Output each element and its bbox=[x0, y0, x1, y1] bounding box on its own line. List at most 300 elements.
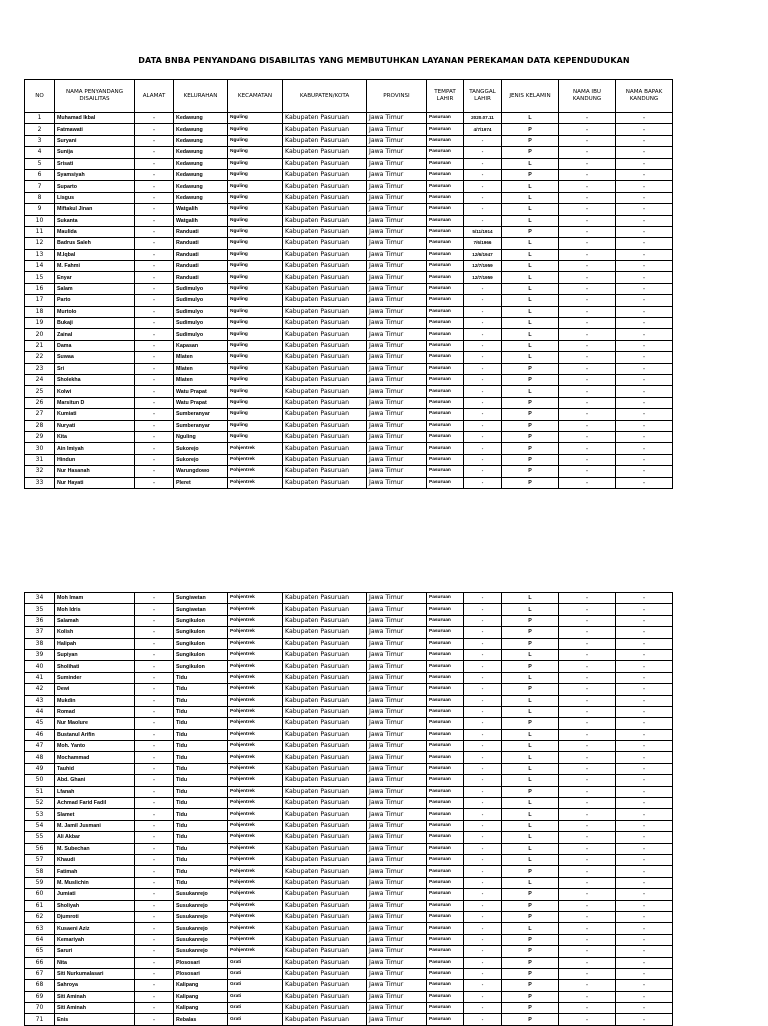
cell-kabupaten: Kabupaten Pasuruan bbox=[283, 627, 367, 638]
cell-kabupaten: Kabupaten Pasuruan bbox=[283, 181, 367, 192]
cell-no: 49 bbox=[25, 763, 55, 774]
cell-provinsi: Jawa Timur bbox=[367, 454, 427, 465]
table-row bbox=[25, 295, 673, 306]
cell-provinsi: Jawa Timur bbox=[367, 843, 427, 854]
cell-kabupaten: Kabupaten Pasuruan bbox=[283, 477, 367, 488]
cell-tanggal-lahir: - bbox=[464, 741, 502, 752]
cell-nama: M.Iqbal bbox=[55, 249, 135, 260]
cell-no: 15 bbox=[25, 272, 55, 283]
cell-kabupaten: Kabupaten Pasuruan bbox=[283, 318, 367, 329]
cell-provinsi: Jawa Timur bbox=[367, 215, 427, 226]
cell-kelurahan: Tidu bbox=[174, 672, 228, 683]
cell-nama: Nita bbox=[55, 957, 135, 968]
header-kabupaten: KABUPATEN/KOTA bbox=[283, 80, 367, 113]
cell-tempat-lahir: Pasuruan bbox=[427, 249, 464, 260]
cell-tanggal-lahir: 12/7/1959 bbox=[464, 261, 502, 272]
cell-no: 53 bbox=[25, 809, 55, 820]
cell-nama-bapak: - bbox=[616, 261, 673, 272]
cell-kelurahan: Kedawung bbox=[174, 113, 228, 124]
cell-kelurahan: Tidu bbox=[174, 798, 228, 809]
table-row bbox=[25, 226, 673, 237]
cell-no: 59 bbox=[25, 877, 55, 888]
cell-kabupaten: Kabupaten Pasuruan bbox=[283, 820, 367, 831]
cell-kelurahan: Pleret bbox=[174, 477, 228, 488]
cell-tempat-lahir: Pasuruan bbox=[427, 946, 464, 957]
cell-kabupaten: Kabupaten Pasuruan bbox=[283, 706, 367, 717]
cell-tanggal-lahir: - bbox=[464, 968, 502, 979]
cell-kecamatan: Nguling bbox=[228, 397, 283, 408]
cell-tempat-lahir: Pasuruan bbox=[427, 741, 464, 752]
cell-provinsi: Jawa Timur bbox=[367, 261, 427, 272]
cell-alamat: - bbox=[135, 295, 174, 306]
cell-no: 27 bbox=[25, 409, 55, 420]
cell-kelurahan: Kedawung bbox=[174, 192, 228, 203]
cell-tempat-lahir: Pasuruan bbox=[427, 991, 464, 1002]
cell-provinsi: Jawa Timur bbox=[367, 306, 427, 317]
table-row bbox=[25, 238, 673, 249]
cell-nama: Moh. Yanto bbox=[55, 741, 135, 752]
cell-kecamatan: Pohjentrek bbox=[228, 638, 283, 649]
table-row bbox=[25, 249, 673, 260]
cell-tempat-lahir: Pasuruan bbox=[427, 866, 464, 877]
cell-kelurahan: Susukanrejo bbox=[174, 946, 228, 957]
cell-nama-ibu: - bbox=[559, 832, 616, 843]
cell-alamat: - bbox=[135, 604, 174, 615]
table-row bbox=[25, 866, 673, 877]
cell-provinsi: Jawa Timur bbox=[367, 593, 427, 604]
cell-nama-bapak: - bbox=[616, 135, 673, 146]
cell-nama-bapak: - bbox=[616, 283, 673, 294]
table-row bbox=[25, 991, 673, 1002]
cell-tanggal-lahir: - bbox=[464, 798, 502, 809]
header-no: NO bbox=[25, 80, 55, 113]
table-row bbox=[25, 684, 673, 695]
cell-tanggal-lahir: - bbox=[464, 318, 502, 329]
cell-kabupaten: Kabupaten Pasuruan bbox=[283, 158, 367, 169]
cell-jenis-kelamin: P bbox=[502, 957, 559, 968]
cell-tempat-lahir: Pasuruan bbox=[427, 604, 464, 615]
cell-provinsi: Jawa Timur bbox=[367, 443, 427, 454]
cell-kelurahan: Susukanrejo bbox=[174, 889, 228, 900]
cell-nama-ibu: - bbox=[559, 261, 616, 272]
cell-kecamatan: Grati bbox=[228, 1003, 283, 1014]
cell-provinsi: Jawa Timur bbox=[367, 866, 427, 877]
cell-nama-ibu: - bbox=[559, 124, 616, 135]
table-row bbox=[25, 695, 673, 706]
cell-no: 30 bbox=[25, 443, 55, 454]
cell-nama-ibu: - bbox=[559, 968, 616, 979]
cell-nama: Bustanul Arifin bbox=[55, 729, 135, 740]
cell-no: 51 bbox=[25, 786, 55, 797]
cell-no: 44 bbox=[25, 706, 55, 717]
cell-nama-ibu: - bbox=[559, 763, 616, 774]
cell-jenis-kelamin: P bbox=[502, 169, 559, 180]
cell-no: 14 bbox=[25, 261, 55, 272]
cell-kabupaten: Kabupaten Pasuruan bbox=[283, 386, 367, 397]
cell-nama-ibu: - bbox=[559, 306, 616, 317]
cell-tempat-lahir: Pasuruan bbox=[427, 877, 464, 888]
cell-nama: Jumiati bbox=[55, 889, 135, 900]
cell-provinsi: Jawa Timur bbox=[367, 854, 427, 865]
cell-no: 43 bbox=[25, 695, 55, 706]
cell-no: 48 bbox=[25, 752, 55, 763]
cell-kelurahan: Mlaten bbox=[174, 374, 228, 385]
cell-nama-bapak: - bbox=[616, 374, 673, 385]
table-row bbox=[25, 374, 673, 385]
cell-jenis-kelamin: P bbox=[502, 934, 559, 945]
cell-no: 37 bbox=[25, 627, 55, 638]
cell-tempat-lahir: Pasuruan bbox=[427, 911, 464, 922]
cell-kelurahan: Kedawung bbox=[174, 135, 228, 146]
cell-nama-ibu: - bbox=[559, 877, 616, 888]
cell-jenis-kelamin: P bbox=[502, 638, 559, 649]
cell-jenis-kelamin: P bbox=[502, 661, 559, 672]
cell-provinsi: Jawa Timur bbox=[367, 135, 427, 146]
cell-nama-ibu: - bbox=[559, 820, 616, 831]
cell-jenis-kelamin: L bbox=[502, 775, 559, 786]
cell-no: 28 bbox=[25, 420, 55, 431]
cell-tanggal-lahir: 12/6/1947 bbox=[464, 249, 502, 260]
cell-nama-bapak: - bbox=[616, 695, 673, 706]
header-provinsi: PROVINSI bbox=[367, 80, 427, 113]
table-row bbox=[25, 477, 673, 488]
cell-tanggal-lahir: - bbox=[464, 147, 502, 158]
table-row bbox=[25, 329, 673, 340]
table-row bbox=[25, 706, 673, 717]
cell-kelurahan: Tidu bbox=[174, 695, 228, 706]
cell-jenis-kelamin: P bbox=[502, 147, 559, 158]
cell-jenis-kelamin: P bbox=[502, 420, 559, 431]
cell-kelurahan: Kedawung bbox=[174, 147, 228, 158]
cell-provinsi: Jawa Timur bbox=[367, 147, 427, 158]
cell-provinsi: Jawa Timur bbox=[367, 283, 427, 294]
cell-jenis-kelamin: L bbox=[502, 181, 559, 192]
cell-kelurahan: Rebalas bbox=[174, 1014, 228, 1025]
cell-nama-ibu: - bbox=[559, 192, 616, 203]
cell-nama: Sunija bbox=[55, 147, 135, 158]
cell-jenis-kelamin: P bbox=[502, 615, 559, 626]
cell-nama-bapak: - bbox=[616, 843, 673, 854]
cell-nama-bapak: - bbox=[616, 627, 673, 638]
cell-tanggal-lahir: - bbox=[464, 695, 502, 706]
cell-kabupaten: Kabupaten Pasuruan bbox=[283, 615, 367, 626]
cell-kelurahan: Watu Prapat bbox=[174, 397, 228, 408]
table-row bbox=[25, 466, 673, 477]
cell-nama-bapak: - bbox=[616, 1003, 673, 1014]
cell-no: 39 bbox=[25, 649, 55, 660]
table-row bbox=[25, 604, 673, 615]
table-row bbox=[25, 1003, 673, 1014]
cell-jenis-kelamin: P bbox=[502, 900, 559, 911]
cell-nama-bapak: - bbox=[616, 249, 673, 260]
cell-kabupaten: Kabupaten Pasuruan bbox=[283, 763, 367, 774]
table-row bbox=[25, 775, 673, 786]
cell-no: 21 bbox=[25, 340, 55, 351]
table-row bbox=[25, 729, 673, 740]
cell-nama-ibu: - bbox=[559, 809, 616, 820]
cell-no: 71 bbox=[25, 1014, 55, 1025]
cell-kecamatan: Pohjentrek bbox=[228, 911, 283, 922]
cell-kecamatan: Nguling bbox=[228, 318, 283, 329]
cell-nama-bapak: - bbox=[616, 443, 673, 454]
cell-kecamatan: Nguling bbox=[228, 431, 283, 442]
cell-kelurahan: Mlaten bbox=[174, 352, 228, 363]
cell-provinsi: Jawa Timur bbox=[367, 832, 427, 843]
cell-kecamatan: Pohjentrek bbox=[228, 877, 283, 888]
cell-no: 42 bbox=[25, 684, 55, 695]
cell-no: 6 bbox=[25, 169, 55, 180]
cell-nama-bapak: - bbox=[616, 340, 673, 351]
table-row bbox=[25, 649, 673, 660]
cell-nama-bapak: - bbox=[616, 649, 673, 660]
cell-nama: Miftakul Jinan bbox=[55, 204, 135, 215]
table-row bbox=[25, 820, 673, 831]
cell-kelurahan: Sumberanyar bbox=[174, 409, 228, 420]
cell-tanggal-lahir: 2020.07.11 bbox=[464, 113, 502, 124]
cell-kecamatan: Nguling bbox=[228, 147, 283, 158]
cell-tanggal-lahir: - bbox=[464, 934, 502, 945]
cell-alamat: - bbox=[135, 900, 174, 911]
cell-alamat: - bbox=[135, 593, 174, 604]
cell-tempat-lahir: Pasuruan bbox=[427, 113, 464, 124]
cell-provinsi: Jawa Timur bbox=[367, 911, 427, 922]
cell-alamat: - bbox=[135, 809, 174, 820]
cell-kelurahan: Tidu bbox=[174, 843, 228, 854]
cell-provinsi: Jawa Timur bbox=[367, 684, 427, 695]
cell-tempat-lahir: Pasuruan bbox=[427, 124, 464, 135]
cell-nama-ibu: - bbox=[559, 718, 616, 729]
cell-alamat: - bbox=[135, 980, 174, 991]
cell-tanggal-lahir: - bbox=[464, 204, 502, 215]
cell-tanggal-lahir: - bbox=[464, 466, 502, 477]
cell-nama-bapak: - bbox=[616, 786, 673, 797]
cell-kabupaten: Kabupaten Pasuruan bbox=[283, 854, 367, 865]
cell-jenis-kelamin: L bbox=[502, 238, 559, 249]
cell-nama-bapak: - bbox=[616, 477, 673, 488]
cell-jenis-kelamin: P bbox=[502, 454, 559, 465]
cell-nama: Abd. Ghani bbox=[55, 775, 135, 786]
cell-alamat: - bbox=[135, 420, 174, 431]
cell-no: 19 bbox=[25, 318, 55, 329]
cell-nama: Sholihati bbox=[55, 661, 135, 672]
cell-nama-ibu: - bbox=[559, 329, 616, 340]
cell-jenis-kelamin: L bbox=[502, 820, 559, 831]
cell-nama: Parto bbox=[55, 295, 135, 306]
cell-kecamatan: Pohjentrek bbox=[228, 684, 283, 695]
cell-kabupaten: Kabupaten Pasuruan bbox=[283, 295, 367, 306]
cell-kabupaten: Kabupaten Pasuruan bbox=[283, 454, 367, 465]
cell-alamat: - bbox=[135, 832, 174, 843]
cell-nama-bapak: - bbox=[616, 809, 673, 820]
cell-nama-bapak: - bbox=[616, 798, 673, 809]
cell-jenis-kelamin: L bbox=[502, 204, 559, 215]
cell-tempat-lahir: Pasuruan bbox=[427, 900, 464, 911]
cell-nama-bapak: - bbox=[616, 968, 673, 979]
cell-jenis-kelamin: L bbox=[502, 604, 559, 615]
cell-tanggal-lahir: - bbox=[464, 1014, 502, 1025]
cell-kabupaten: Kabupaten Pasuruan bbox=[283, 215, 367, 226]
cell-tempat-lahir: Pasuruan bbox=[427, 204, 464, 215]
cell-tempat-lahir: Pasuruan bbox=[427, 1003, 464, 1014]
cell-tempat-lahir: Pasuruan bbox=[427, 809, 464, 820]
cell-alamat: - bbox=[135, 627, 174, 638]
cell-nama-bapak: - bbox=[616, 204, 673, 215]
cell-no: 50 bbox=[25, 775, 55, 786]
cell-nama: Ain Imiyah bbox=[55, 443, 135, 454]
cell-jenis-kelamin: P bbox=[502, 889, 559, 900]
cell-kecamatan: Nguling bbox=[228, 386, 283, 397]
cell-kabupaten: Kabupaten Pasuruan bbox=[283, 729, 367, 740]
cell-kelurahan: Sukorejo bbox=[174, 454, 228, 465]
cell-jenis-kelamin: P bbox=[502, 627, 559, 638]
cell-nama-ibu: - bbox=[559, 1003, 616, 1014]
cell-tanggal-lahir: - bbox=[464, 752, 502, 763]
header-nama-bapak: NAMA BAPAK KANDUNG bbox=[616, 80, 673, 113]
table-row bbox=[25, 204, 673, 215]
cell-tanggal-lahir: - bbox=[464, 340, 502, 351]
cell-jenis-kelamin: P bbox=[502, 466, 559, 477]
cell-provinsi: Jawa Timur bbox=[367, 763, 427, 774]
header-nama-ibu: NAMA IBU KANDUNG bbox=[559, 80, 616, 113]
cell-no: 58 bbox=[25, 866, 55, 877]
cell-tempat-lahir: Pasuruan bbox=[427, 477, 464, 488]
cell-kecamatan: Nguling bbox=[228, 306, 283, 317]
cell-nama: Sahroya bbox=[55, 980, 135, 991]
cell-kecamatan: Nguling bbox=[228, 158, 283, 169]
cell-kelurahan: Sungiwetan bbox=[174, 604, 228, 615]
cell-no: 35 bbox=[25, 604, 55, 615]
cell-kecamatan: Pohjentrek bbox=[228, 466, 283, 477]
cell-provinsi: Jawa Timur bbox=[367, 980, 427, 991]
cell-tanggal-lahir: - bbox=[464, 386, 502, 397]
cell-tempat-lahir: Pasuruan bbox=[427, 454, 464, 465]
cell-no: 64 bbox=[25, 934, 55, 945]
header-nama: NAMA PENYANDANG DISAILITAS bbox=[55, 80, 135, 113]
cell-tanggal-lahir: 12/7/1959 bbox=[464, 272, 502, 283]
cell-kelurahan: Mlaten bbox=[174, 363, 228, 374]
cell-no: 25 bbox=[25, 386, 55, 397]
cell-kelurahan: Sudimulyo bbox=[174, 329, 228, 340]
cell-provinsi: Jawa Timur bbox=[367, 318, 427, 329]
cell-tanggal-lahir: - bbox=[464, 900, 502, 911]
cell-kelurahan: Plososari bbox=[174, 968, 228, 979]
cell-nama: Kusaeni Aziz bbox=[55, 923, 135, 934]
cell-nama-bapak: - bbox=[616, 226, 673, 237]
cell-nama-bapak: - bbox=[616, 329, 673, 340]
cell-tanggal-lahir: - bbox=[464, 911, 502, 922]
cell-tempat-lahir: Pasuruan bbox=[427, 627, 464, 638]
cell-kelurahan: Tidu bbox=[174, 684, 228, 695]
cell-kelurahan: Kedawung bbox=[174, 169, 228, 180]
cell-nama: Sholekha bbox=[55, 374, 135, 385]
cell-no: 61 bbox=[25, 900, 55, 911]
table-row bbox=[25, 215, 673, 226]
cell-tempat-lahir: Pasuruan bbox=[427, 295, 464, 306]
cell-kecamatan: Pohjentrek bbox=[228, 820, 283, 831]
table-row bbox=[25, 386, 673, 397]
cell-nama-ibu: - bbox=[559, 283, 616, 294]
cell-tempat-lahir: Pasuruan bbox=[427, 318, 464, 329]
cell-kecamatan: Pohjentrek bbox=[228, 775, 283, 786]
cell-jenis-kelamin: P bbox=[502, 991, 559, 1002]
table-row bbox=[25, 889, 673, 900]
cell-tanggal-lahir: - bbox=[464, 843, 502, 854]
cell-nama-bapak: - bbox=[616, 923, 673, 934]
cell-alamat: - bbox=[135, 477, 174, 488]
cell-kelurahan: Tidu bbox=[174, 820, 228, 831]
cell-nama: M. Jamil Jusmani bbox=[55, 820, 135, 831]
cell-alamat: - bbox=[135, 706, 174, 717]
cell-jenis-kelamin: P bbox=[502, 124, 559, 135]
table-row bbox=[25, 283, 673, 294]
cell-nama-bapak: - bbox=[616, 946, 673, 957]
cell-nama: Mukdin bbox=[55, 695, 135, 706]
cell-alamat: - bbox=[135, 889, 174, 900]
cell-kabupaten: Kabupaten Pasuruan bbox=[283, 431, 367, 442]
cell-provinsi: Jawa Timur bbox=[367, 238, 427, 249]
cell-jenis-kelamin: P bbox=[502, 226, 559, 237]
cell-no: 9 bbox=[25, 204, 55, 215]
cell-tempat-lahir: Pasuruan bbox=[427, 672, 464, 683]
table-row bbox=[25, 158, 673, 169]
cell-kelurahan: Watgalih bbox=[174, 204, 228, 215]
cell-jenis-kelamin: L bbox=[502, 295, 559, 306]
cell-tempat-lahir: Pasuruan bbox=[427, 169, 464, 180]
cell-provinsi: Jawa Timur bbox=[367, 466, 427, 477]
cell-alamat: - bbox=[135, 363, 174, 374]
cell-tanggal-lahir: - bbox=[464, 615, 502, 626]
cell-jenis-kelamin: P bbox=[502, 363, 559, 374]
cell-nama: Nur Hayati bbox=[55, 477, 135, 488]
cell-jenis-kelamin: L bbox=[502, 741, 559, 752]
cell-kabupaten: Kabupaten Pasuruan bbox=[283, 466, 367, 477]
cell-nama-ibu: - bbox=[559, 615, 616, 626]
cell-kelurahan: Sudimulyo bbox=[174, 306, 228, 317]
cell-provinsi: Jawa Timur bbox=[367, 638, 427, 649]
cell-tanggal-lahir: - bbox=[464, 374, 502, 385]
table-row bbox=[25, 192, 673, 203]
cell-nama: Salam bbox=[55, 283, 135, 294]
cell-nama-ibu: - bbox=[559, 181, 616, 192]
cell-nama-ibu: - bbox=[559, 786, 616, 797]
table-row bbox=[25, 306, 673, 317]
cell-alamat: - bbox=[135, 192, 174, 203]
cell-nama: Supiyan bbox=[55, 649, 135, 660]
cell-nama: Enis bbox=[55, 1014, 135, 1025]
cell-nama: Nur Hasanah bbox=[55, 466, 135, 477]
cell-alamat: - bbox=[135, 226, 174, 237]
cell-nama: M. Muslichin bbox=[55, 877, 135, 888]
cell-nama-ibu: - bbox=[559, 135, 616, 146]
cell-nama-bapak: - bbox=[616, 763, 673, 774]
cell-tanggal-lahir: - bbox=[464, 832, 502, 843]
cell-kecamatan: Nguling bbox=[228, 238, 283, 249]
cell-provinsi: Jawa Timur bbox=[367, 923, 427, 934]
cell-tempat-lahir: Pasuruan bbox=[427, 798, 464, 809]
cell-tanggal-lahir: - bbox=[464, 306, 502, 317]
cell-nama: Moh Idris bbox=[55, 604, 135, 615]
table-row bbox=[25, 615, 673, 626]
cell-kecamatan: Nguling bbox=[228, 295, 283, 306]
cell-no: 60 bbox=[25, 889, 55, 900]
cell-provinsi: Jawa Timur bbox=[367, 672, 427, 683]
cell-jenis-kelamin: P bbox=[502, 911, 559, 922]
cell-kecamatan: Pohjentrek bbox=[228, 786, 283, 797]
cell-jenis-kelamin: L bbox=[502, 706, 559, 717]
cell-jenis-kelamin: L bbox=[502, 798, 559, 809]
cell-kelurahan: Watu Prapat bbox=[174, 386, 228, 397]
cell-nama-ibu: - bbox=[559, 934, 616, 945]
